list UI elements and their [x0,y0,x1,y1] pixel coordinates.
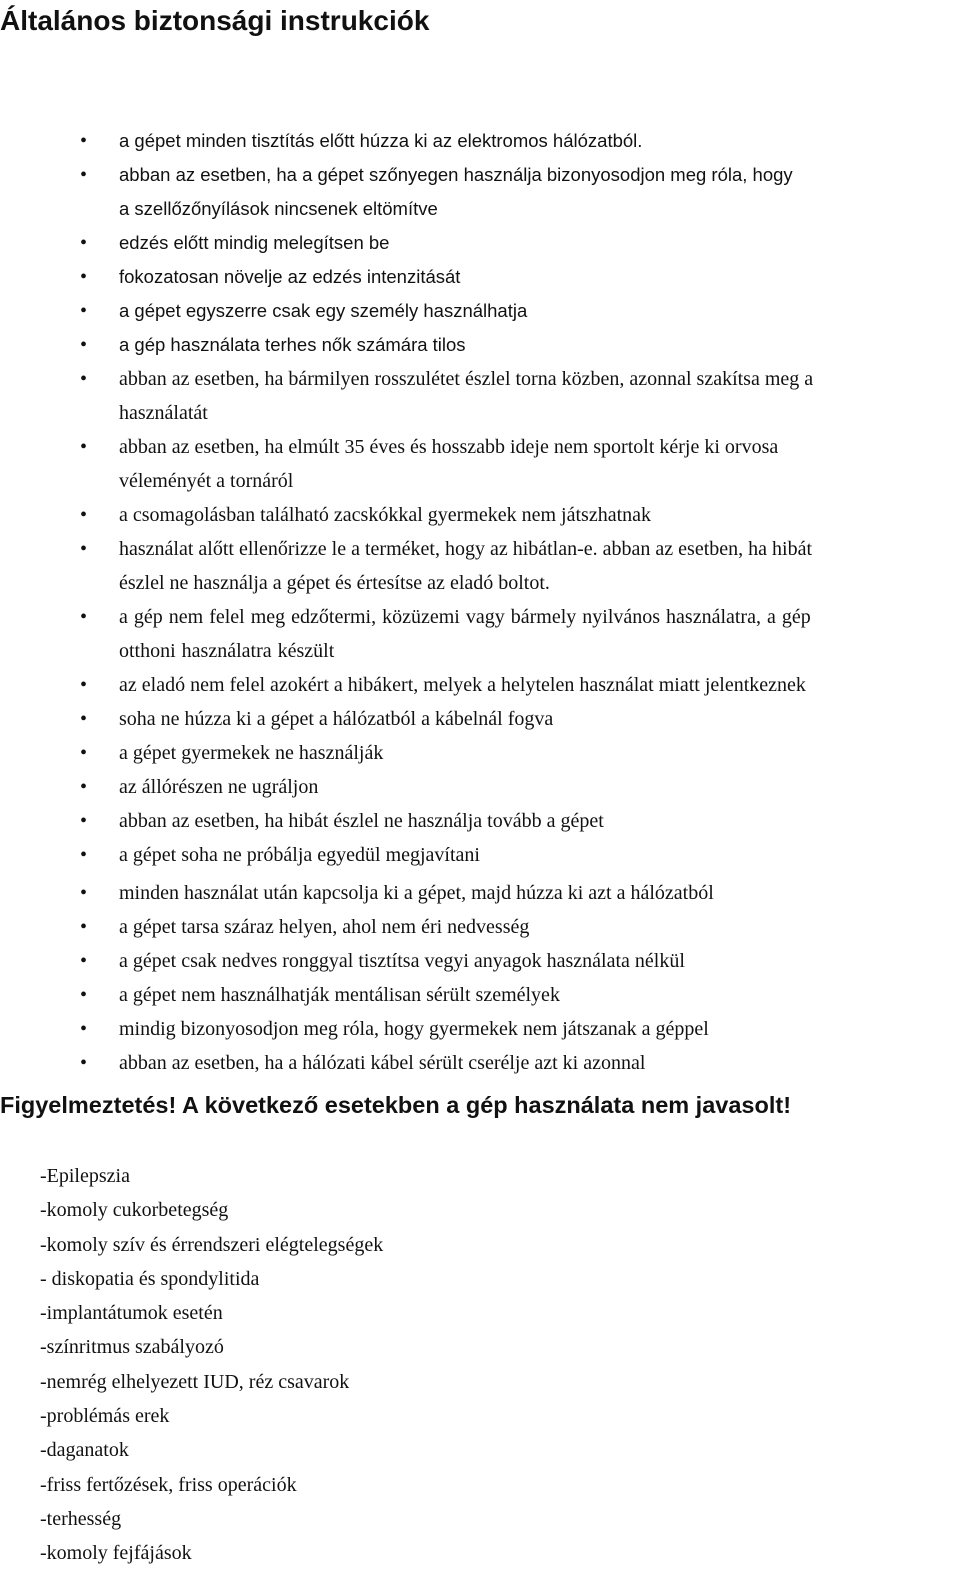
condition-item: -implantátumok esetén [40,1302,223,1325]
instruction-text: abban az esetben, ha a gépet szőnyegen használja bizonyosodjon meg róla, hogy [119,164,793,185]
instruction-text-continued: használatát [119,402,208,424]
page-title: Általános biztonsági instrukciók [0,5,430,36]
instruction-text: az állórészen ne ugráljon [119,776,319,798]
instruction-text-continued: a szellőzőnyílások nincsenek eltömítve [119,198,438,219]
instruction-text: abban az esetben, ha a hálózati kábel sérült cserélje azt ki azonnal [119,1052,646,1074]
condition-item: -problémás erek [40,1405,170,1428]
condition-item: -Epilepszia [40,1165,130,1187]
instruction-item [0,600,960,668]
instruction-text: abban az esetben, ha hibát észlel ne használja tovább a gépet [119,810,604,832]
instruction-item [0,226,960,260]
instruction-text: használat alőtt ellenőrizze le a terméket, hogy az hibátlan-e. abban az esetben, ha hibát [119,538,812,560]
instruction-text: soha ne húzza ki a gépet a hálózatból a kábelnál fogva [119,708,554,730]
contraindications-list [40,1159,383,1571]
instruction-text: a gépet soha ne próbálja egyedül megjavítani [119,844,480,866]
instruction-text: a gépet nem használhatják mentálisan sérült személyek [119,984,560,1006]
instruction-text: abban az esetben, ha elmúlt 35 éves és hosszabb ideje nem sportolt kérje ki orvosa [119,436,779,458]
instruction-text-continued: észlel ne használja a gépet és értesítse az eladó boltot. [119,572,550,594]
instruction-item [0,158,960,226]
instruction-text-continued: otthoni használatra készült [119,640,335,662]
instruction-item [0,736,960,770]
warning-heading: Figyelmeztetés! A következő esetekben a gép használata nem javasolt! [0,1092,792,1118]
condition-item: -terhesség [40,1507,122,1530]
instruction-item [0,294,960,328]
instruction-item [0,260,960,294]
instruction-item [0,838,960,872]
instruction-text: edzés előtt mindig melegítsen be [119,232,390,253]
instruction-item [0,1046,960,1080]
instruction-text: a gépet csak nedves ronggyal tisztítsa vegyi anyagok használata nélkül [119,950,685,972]
instruction-text: a csomagolásban található zacskókkal gyermekek nem játszhatnak [119,504,652,526]
condition-item: -komoly fejfájások [40,1542,192,1565]
instruction-text: mindig bizonyosodjon meg róla, hogy gyermekek nem játszanak a géppel [119,1018,709,1040]
instruction-item [0,702,960,736]
instruction-text: a gép nem felel meg edzőtermi, közüzemi vagy bármely nyilvános használatra, a gép [119,606,811,628]
safety-instructions-list [0,124,960,1080]
instruction-text: a gépet tarsa száraz helyen, ahol nem éri nedvesség [119,916,530,938]
instruction-item [0,532,960,600]
condition-item: -komoly szív és érrendszeri elégtelegségek [40,1233,384,1256]
instruction-item [0,668,960,702]
instruction-item [0,944,960,978]
instruction-item [0,430,960,498]
instruction-item [0,498,960,532]
instruction-text: a gépet minden tisztítás előtt húzza ki az elektromos hálózatból. [119,130,643,151]
instruction-item [0,910,960,944]
instruction-item [0,328,960,362]
instruction-text: minden használat után kapcsolja ki a gépet, majd húzza ki azt a hálózatból [119,882,714,904]
instruction-text: a gép használata terhes nők számára tilos [119,334,466,355]
instruction-item [0,876,960,910]
instruction-text: az eladó nem felel azokért a hibákert, melyek a helytelen használat miatt jelentkeznek [119,674,806,696]
instruction-text: a gépet gyermekek ne használják [119,742,384,764]
instruction-text: fokozatosan növelje az edzés intenzitását [119,266,461,287]
condition-item: -friss fertőzések, friss operációk [40,1473,297,1496]
condition-item: -nemrég elhelyezett IUD, réz csavarok [40,1370,350,1393]
condition-item: -daganatok [40,1439,129,1462]
instruction-text-continued: véleményét a tornáról [119,470,294,492]
instruction-text: abban az esetben, ha bármilyen rosszulétet észlel torna közben, azonnal szakítsa meg a [119,368,814,390]
instruction-item [0,978,960,1012]
condition-item: - diskopatia és spondylitida [40,1267,260,1290]
instruction-item [0,362,960,430]
condition-item: -komoly cukorbetegség [40,1199,229,1222]
instruction-item [0,804,960,838]
instruction-item [0,124,960,158]
instruction-item [0,1012,960,1046]
instruction-item [0,770,960,804]
instruction-text: a gépet egyszerre csak egy személy használhatja [119,300,528,321]
condition-item: -színritmus szabályozó [40,1336,224,1359]
